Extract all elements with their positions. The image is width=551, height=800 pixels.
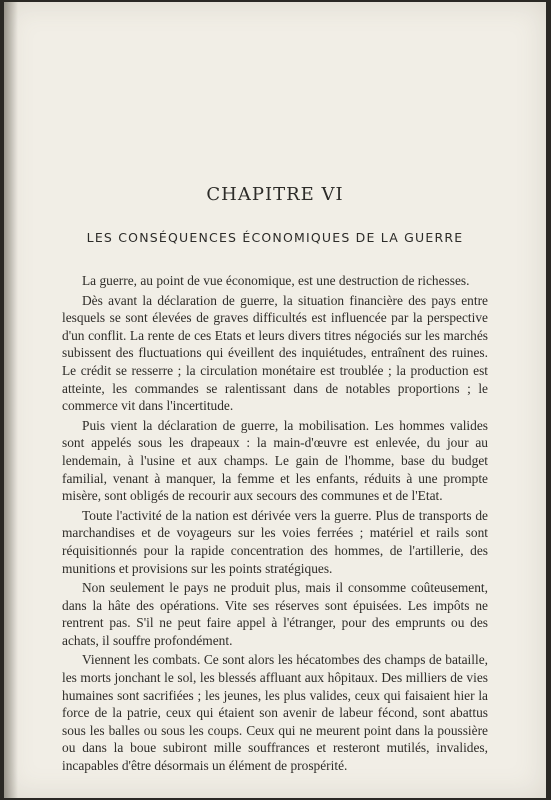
chapter-subtitle: LES CONSÉQUENCES ÉCONOMIQUES DE LA GUERRE: [86, 230, 464, 245]
paragraph: La guerre, au point de vue économique, est une destruction de richesses.: [82, 273, 470, 288]
paragraph: Non seulement le pays ne produit plus, mais il consomme coûteusement, dans la hâte des opérations. Vite ses réserves sont épuisées. Les impôts ne rentrent pas. S'il ne peut faire appel à l'étranger, pour des emprunts ou des achats, il souffre profondément.: [62, 580, 488, 648]
book-page: [4, 2, 546, 798]
body-text: [62, 272, 488, 777]
chapter-heading: CHAPITRE VI: [206, 184, 344, 205]
page-spine-shadow: [4, 2, 18, 798]
paragraph: Viennent les combats. Ce sont alors les hécatombes des champs de bataille, les morts jonchant le sol, les blessés affluant aux hôpitaux. Des milliers de vies humaines sont sacrifiées ; les jeunes, les plus valides, ceux qui faisaient hier la force de la patrie, ceux qui étaient son avenir de labeur fécond, sont abattus sous les balles ou sous les coups. Ceux qui ne meurent point dans la poussière ou dans la boue subiront mille souffrances et resteront mutilés, invalides, incapables d'être désormais un élément de prospérité.: [62, 652, 488, 774]
paragraph: Dès avant la déclaration de guerre, la situation financière des pays entre lesquels se sont élevées de graves difficultés est influencée par la perspective d'un conflit. La rente de ces Etats et leurs divers titres négociés sur les marchés subissent des fluctuations qui éveillent des inquiétudes, entraînent des ruines. Le crédit se resserre ; la circulation monétaire est troublée ; la production est atteinte, les commandes se ralentissant dans de notables proportions ; le commerce vit dans l'incertitude.: [62, 292, 488, 414]
paragraph: Puis vient la déclaration de guerre, la mobilisation. Les hommes valides sont appelés sous les drapeaux : la main-d'œuvre est enlevée, du jour au lendemain, à l'usine et aux champs. Le gain de l'homme, base du budget familial, venant à manquer, la femme et les enfants, réduits à une prompte misère, sont obligés de recourir aux secours des communes et de l'Etat.: [62, 417, 488, 504]
paragraph: Toute l'activité de la nation est dérivée vers la guerre. Plus de transports de marchandises et de voyageurs sur les voies ferrées ; matériel et rails sont réquisitionnés pour la rapide concentration des hommes, de l'artillerie, des munitions et provisions sur les points stratégiques.: [62, 507, 488, 576]
